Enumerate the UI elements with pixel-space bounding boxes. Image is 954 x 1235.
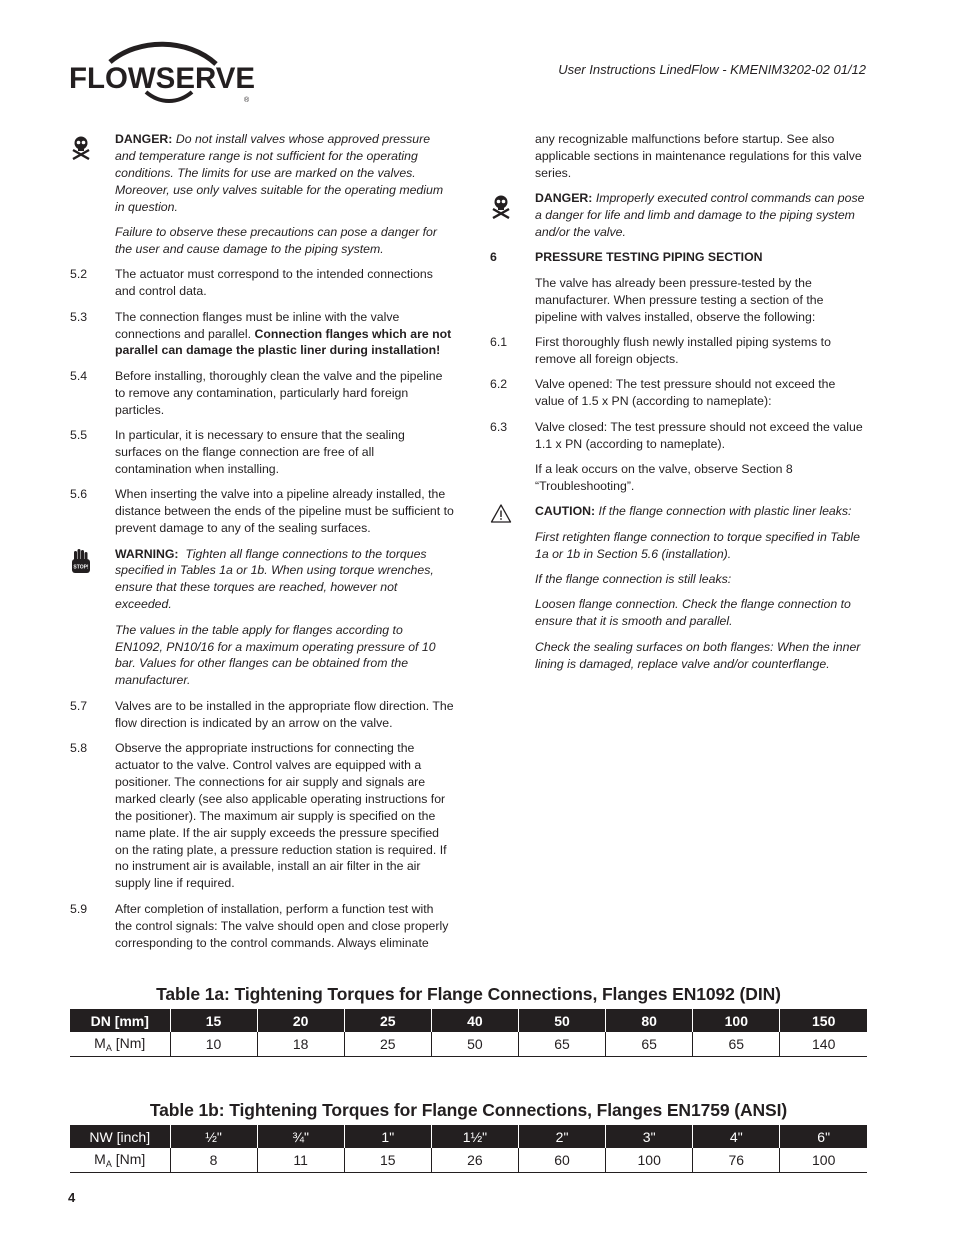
caution-step: Check the sealing surfaces on both flanges: When the inner lining is damaged, replace valve and/or counterflange. [535, 639, 861, 671]
header-label: DN [mm] [70, 1009, 170, 1032]
page-number: 4 [68, 1190, 76, 1205]
table-cell: 15 [344, 1148, 431, 1173]
header-cell: ¾" [257, 1125, 344, 1148]
table-cell: 11 [257, 1148, 344, 1173]
item-text: Valves are to be installed in the appropriate flow direction. The flow direction is indicated by an arrow on the valve. [115, 698, 454, 730]
item-text: After completion of installation, perform a function test with the control signals: The valve should open and close properly corresponding to the control commands. Always eliminate [115, 901, 449, 950]
table-cell: 100 [780, 1148, 867, 1173]
item-text: The actuator must correspond to the intended connections and control data. [115, 267, 433, 299]
stop-label: STOP! [73, 564, 89, 571]
caution-text: If the flange connection with plastic liner leaks: [598, 504, 852, 519]
header-cell: 2" [519, 1125, 606, 1148]
danger-notice-1 [70, 131, 454, 258]
table-cell: 8 [170, 1148, 257, 1173]
header-cell: 6" [780, 1125, 867, 1148]
table-cell: 50 [431, 1032, 518, 1057]
document-reference: User Instructions LinedFlow - KMENIM3202-02 01/12 [558, 62, 866, 77]
caution-label: CAUTION: [535, 504, 596, 519]
item-number: 5.8 [70, 741, 88, 756]
left-column [70, 131, 454, 960]
header-label: NW [inch] [70, 1125, 170, 1148]
item-text: In particular, it is necessary to ensure that the sealing surfaces on the flange connection are free of all contamination when installing. [115, 428, 405, 476]
flowserve-logo-mark [68, 40, 258, 110]
danger-notice-2 [490, 190, 868, 241]
list-item [490, 334, 868, 368]
section-heading [490, 249, 868, 266]
table-cell: 18 [257, 1032, 344, 1057]
caution-step: If the flange connection is still leaks: [535, 572, 732, 587]
list-item [70, 427, 454, 478]
item-number: 5.5 [70, 428, 88, 443]
header-cell: 20 [257, 1009, 344, 1032]
table-header-row [70, 1009, 867, 1032]
table-cell: 65 [693, 1032, 780, 1057]
item-emphasis: Connection flanges which are not parallel can damage the plastic liner during installation! [115, 326, 452, 358]
warning-label: WARNING: [115, 546, 179, 561]
section-intro [490, 275, 868, 326]
item-number: 5.6 [70, 487, 88, 502]
danger-label: DANGER: [535, 191, 593, 206]
header-cell: 1" [344, 1125, 431, 1148]
warning-triangle-icon [490, 503, 512, 529]
item-text: Valve opened: The test pressure should not exceed the value of 1.5 x PN (according to nameplate): [535, 377, 836, 409]
table-1b-title: Table 1b: Tightening Torques for Flange Connections, Flanges EN1759 (ANSI) [149, 1100, 788, 1120]
logo-wordmark: FLOWSERVE [69, 62, 255, 95]
section-number: 6 [490, 250, 497, 265]
intro-text: The valve has already been pressure-tested by the manufacturer. When pressure testing a section of the pipeline with valves installed, observe the following: [535, 275, 824, 324]
list-item [70, 486, 454, 537]
caution-step: First retighten flange connection to torque specified in Table 1a or 1b in Section 5.6 (installation). [535, 529, 860, 561]
header-cell: 80 [606, 1009, 693, 1032]
item-text: Observe the appropriate instructions for connecting the actuator to the valve. Control valves are equipped with a positioner. The connections for air supply and signals are marked clearly (see also applicable operating instructions for the positioner). The maximum air supply is specified on the name plate. If the air supply exceeds the pressure specified on the rating plate, a pressure reduction station is required. If no instrument air is available, install an air filter in the air supply line if required. [115, 741, 447, 891]
header-cell: 150 [780, 1009, 867, 1032]
list-item [70, 368, 454, 419]
header-cell: 1½" [431, 1125, 518, 1148]
header-cell: 100 [693, 1009, 780, 1032]
header-cell: ½" [170, 1125, 257, 1148]
list-item [70, 266, 454, 300]
continuation-text: any recognizable malfunctions before startup. See also applicable sections in maintenance regulations for this valve series. [535, 132, 862, 180]
table-header-row [70, 1125, 867, 1148]
header-cell: 15 [170, 1009, 257, 1032]
leak-note [490, 461, 868, 495]
table-cell: 25 [344, 1032, 431, 1057]
table-row [70, 1032, 867, 1057]
table-1a-title: Table 1a: Tightening Torques for Flange Connections, Flanges EN1092 (DIN) [156, 984, 781, 1004]
header-cell: 25 [344, 1009, 431, 1032]
table-cell: 100 [606, 1148, 693, 1173]
warning-notice [70, 546, 454, 690]
item-number: 6.3 [490, 419, 508, 434]
table-cell: 65 [606, 1032, 693, 1057]
danger-text: Improperly executed control commands can pose a danger for life and limb and damage to the piping system and/or the valve. [535, 191, 865, 240]
table-cell: 76 [693, 1148, 780, 1173]
table-cell: 26 [431, 1148, 518, 1173]
item-number: 5.3 [70, 309, 88, 324]
table-cell: 140 [780, 1032, 867, 1057]
list-item [490, 376, 868, 410]
table-1a [70, 1009, 867, 1057]
flowserve-logo [68, 40, 258, 110]
item-number: 5.4 [70, 368, 88, 383]
warning-note: The values in the table apply for flanges according to EN1092, PN10/16 for a maximum operating pressure of 10 bar. Values for other flanges can be obtained from the manufacturer. [115, 622, 436, 688]
item-number: 5.2 [70, 267, 88, 282]
right-column [490, 131, 868, 681]
item-number: 6.2 [490, 377, 508, 392]
item-number: 5.9 [70, 901, 88, 916]
item-text: The connection flanges must be inline with the valve connections and parallel. [115, 309, 400, 341]
item-text: Valve closed: The test pressure should not exceed the value 1.1 x PN (according to nameplate). [535, 419, 863, 451]
header-cell: 4" [693, 1125, 780, 1148]
list-item [70, 740, 454, 892]
item-number: 5.7 [70, 698, 88, 713]
danger-note: Failure to observe these precautions can pose a danger for the user and cause damage to the piping system. [115, 225, 437, 256]
skull-crossbones-icon [490, 193, 512, 219]
section-title: PRESSURE TESTING PIPING SECTION [535, 250, 763, 265]
svg-text:®: ® [244, 97, 250, 104]
table-cell: 10 [170, 1032, 257, 1057]
list-item [70, 309, 454, 360]
danger-label: DANGER: [115, 132, 173, 146]
warning-text: Tighten all flange connections to the torques specified in Tables 1a or 1b. When using torque wrenches, ensure that these torques are reached, however not exceeded. [115, 546, 434, 612]
leak-note-text: If a leak occurs on the valve, observe Section 8 “Troubleshooting”. [535, 462, 793, 493]
list-item [70, 698, 454, 732]
table-cell: 60 [519, 1148, 606, 1173]
list-item [70, 901, 454, 952]
item-text: Before installing, thoroughly clean the valve and the pipeline to remove any contamination, particularly hard foreign particles. [115, 368, 443, 417]
table-1b [70, 1125, 867, 1173]
table-row [70, 1148, 867, 1173]
item-text: When inserting the valve into a pipeline already installed, the distance between the ends of the pipeline must be sufficient to prevent damage to any of the sealing surfaces. [115, 487, 454, 536]
header-cell: 3" [606, 1125, 693, 1148]
danger-text: Do not install valves whose approved pressure and temperature range is not sufficient for the operating conditions. The limits for use are marked on the valves. Moreover, use only valves suitable for the operating medium in question. [115, 132, 444, 214]
skull-crossbones-icon [70, 134, 92, 160]
list-item [490, 419, 868, 453]
row-label: $M_A$ [Nm] [70, 1032, 170, 1057]
continuation-paragraph [490, 131, 868, 182]
header-cell: 40 [431, 1009, 518, 1032]
table-cell: 65 [519, 1032, 606, 1057]
item-text: First thoroughly flush newly installed piping systems to remove all foreign objects. [535, 335, 831, 366]
item-number: 6.1 [490, 335, 508, 350]
stop-hand-icon [70, 549, 92, 575]
row-label: $M_A$ [Nm] [70, 1148, 170, 1173]
header-cell: 50 [519, 1009, 606, 1032]
caution-notice [490, 503, 868, 672]
caution-step: Loosen flange connection. Check the flange connection to ensure that it is smooth and parallel. [535, 597, 851, 629]
